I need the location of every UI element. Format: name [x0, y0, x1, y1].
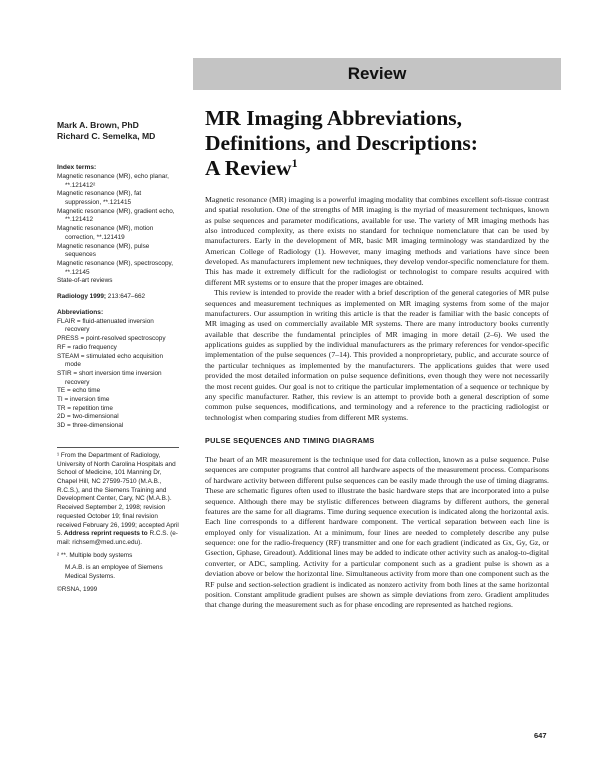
abbreviation: STIR = short inversion time inversion recovery — [57, 369, 162, 386]
citation-journal: Radiology 1999; — [57, 293, 107, 301]
section-heading: PULSE SEQUENCES AND TIMING DIAGRAMS — [205, 436, 375, 446]
index-term: Magnetic resonance (MR), gradient echo, **.121412 — [57, 207, 175, 224]
abbreviation: TR = repetition time — [57, 404, 113, 412]
page-number: 647 — [534, 731, 547, 740]
abbreviation: 2D = two-dimensional — [57, 413, 119, 421]
article-body — [205, 195, 549, 611]
body-paragraph: Magnetic resonance (MR) imaging is a powerful imaging modality that combines excellent soft-tissue contrast and spatial resolution. One of the strengths of MR imaging is the myriad of measurement techniques, known as pulse sequences and parameter modifications, available for use. The variety of MR imaging methods has also introduced complexity, as there exists no standard for technique nomenclature that can be used by manufacturers. Early in the development of MR, basic MR imaging terminology was standardized by the American College of Radiology (1). However, many imaging methods and variations have since been developed. As manufacturers implement new techniques, they develop vendor-specific nomenclature for them. This has made it extremely difficult for the radiologist or technologist to compare results acquired with different MR systems or to ensure that the proper images are obtained. — [205, 194, 549, 287]
article-title — [205, 106, 549, 181]
index-term: Magnetic resonance (MR), fat suppression, **.121415 — [57, 190, 142, 207]
index-term: Magnetic resonance (MR), echo planar, **.121412² — [57, 172, 169, 189]
abbreviations-heading: Abbreviations: — [57, 308, 104, 316]
title-line: MR Imaging Abbreviations, — [205, 106, 463, 130]
abbreviation: RF = radio frequency — [57, 343, 117, 351]
banner-label: Review — [347, 64, 407, 83]
abbreviations — [57, 309, 179, 431]
left-sidebar — [57, 120, 179, 598]
abbreviation: 3D = three-dimensional — [57, 422, 124, 430]
abbreviation: PRESS = point-resolved spectroscopy — [57, 335, 166, 343]
index-terms-heading: Index terms: — [57, 164, 97, 171]
affiliation-text: ¹ From the Department of Radiology, University of North Carolina Hospitals and School of Medicine, 101 Manning Dr, Chapel Hill, NC 27599-7510 (M.A.B., R.C.S.), and the Siemens Training and Development Center, Cary, NC (M.A.B.). Received September 2, 1998; revision requested October 19; final revision received February 26, 1999; accepted April 5. — [57, 451, 179, 538]
footnote-2: ² **. Multiple body systems — [57, 551, 133, 559]
title-line: A Review — [205, 155, 292, 180]
citation-pages: 213:647–662 — [106, 293, 146, 301]
body-paragraph: The heart of an MR measurement is the technique used for data collection, known as a pulse sequence. Pulse sequences are computer programs that control all hardware aspects of the measurement process. Comparisons of hardware activity between different pulse sequences can be easily made through the use of timing diagrams. These are schematic figures often used to illustrate the basic hardware steps that are incorporated into a pulse sequence. Although there may be stylistic differences between diagrams by different authors, the general features are the same for all diagrams. Time during sequence execution is indicated along the horizontal axis. Each line corresponds to a different hardware component. The vertical separation between each line is employed only for visualization. At a minimum, four lines are needed to completely describe any pulse sequence: one for the radio-frequency (RF) transmitter and one for each gradient (indicated as Gx, Gy, Gz, or Gsection, Gphase, Greadout). Additional lines may be added to indicate other activity such as analog-to-digital converter, or ADC, sampling. Activity for a particular component such as a gradient pulse is shown as a deviation above or below the horizontal line. Simultaneous activity from more than one component such as the RF pulse and section-selection gradient is indicated as nonzero activity from both lines at the same horizontal position. Constant amplitude gradient pulses are shown as simple deviations from zero. Gradient amplitudes that change during the measurement such as for phase encoding are represented as hatched regions. — [205, 455, 549, 610]
abbreviation: TI = inversion time — [57, 396, 110, 404]
review-banner — [193, 58, 561, 90]
title-line: Definitions, and Descriptions: — [205, 130, 478, 155]
employee-disclosure: M.A.B. is an employee of Siemens Medical Systems. — [65, 564, 163, 581]
abbreviation: TE = echo time — [57, 387, 101, 395]
index-term: Magnetic resonance (MR), spectroscopy, **.12145 — [57, 259, 174, 276]
author-list — [57, 120, 179, 142]
author-name: Mark A. Brown, PhD — [57, 120, 139, 130]
article-main — [205, 106, 549, 611]
reprints-label: Address reprint requests to — [62, 530, 148, 538]
index-term: State-of-art reviews — [57, 277, 113, 285]
abbreviation: FLAIR = fluid-attenuated inversion recovery — [57, 317, 154, 334]
footnote-divider — [57, 447, 179, 448]
reprints-contact: R.C.S. (e-mail: richsem@med.unc.edu). — [57, 530, 178, 546]
body-paragraph: This review is intended to provide the reader with a brief description of the general categories of MR pulse sequences and measurement techniques as implemented on MR imaging systems from some of the major manufacturers. Our assumption in writing this article is that the reader is familiar with the basic concepts of MR imaging as used on commercially available MR systems. There are many introductory books currently available that describe the fundamental principles of MR imaging in more detail (2–6). We used the applications guides as supplied by the individual manufacturers as the primary references for vendor-specific implementation of the pulse sequences (7–14). This provided a nonproprietary, public, and accurate source of the particular techniques as implemented by the manufacturers. The applications guides that were used provided the most detailed information on pulse sequence definitions, even though they were not necessarily the most recent guides. Our goal is not to critique the particular implementation of a sequence or technique by any specific manufacturer. Rather, this review is an attempt to provide both a general description of some common pulse sequences, modifications, and terminology and a reference to the practicing radiologist or technologist when comparing studies from different MR systems. — [205, 288, 549, 422]
title-footnote-marker: 1 — [291, 155, 298, 170]
citation — [57, 293, 179, 302]
footnotes — [57, 452, 179, 595]
index-term: Magnetic resonance (MR), pulse sequences — [57, 242, 150, 259]
index-terms — [57, 164, 179, 286]
author-name: Richard C. Semelka, MD — [57, 131, 156, 141]
abbreviation: STEAM = stimulated echo acquisition mode — [57, 352, 164, 369]
index-term: Magnetic resonance (MR), motion correction, **.121419 — [57, 225, 154, 241]
copyright: ©RSNA, 1999 — [57, 585, 98, 593]
affiliation-footnote — [57, 452, 179, 548]
